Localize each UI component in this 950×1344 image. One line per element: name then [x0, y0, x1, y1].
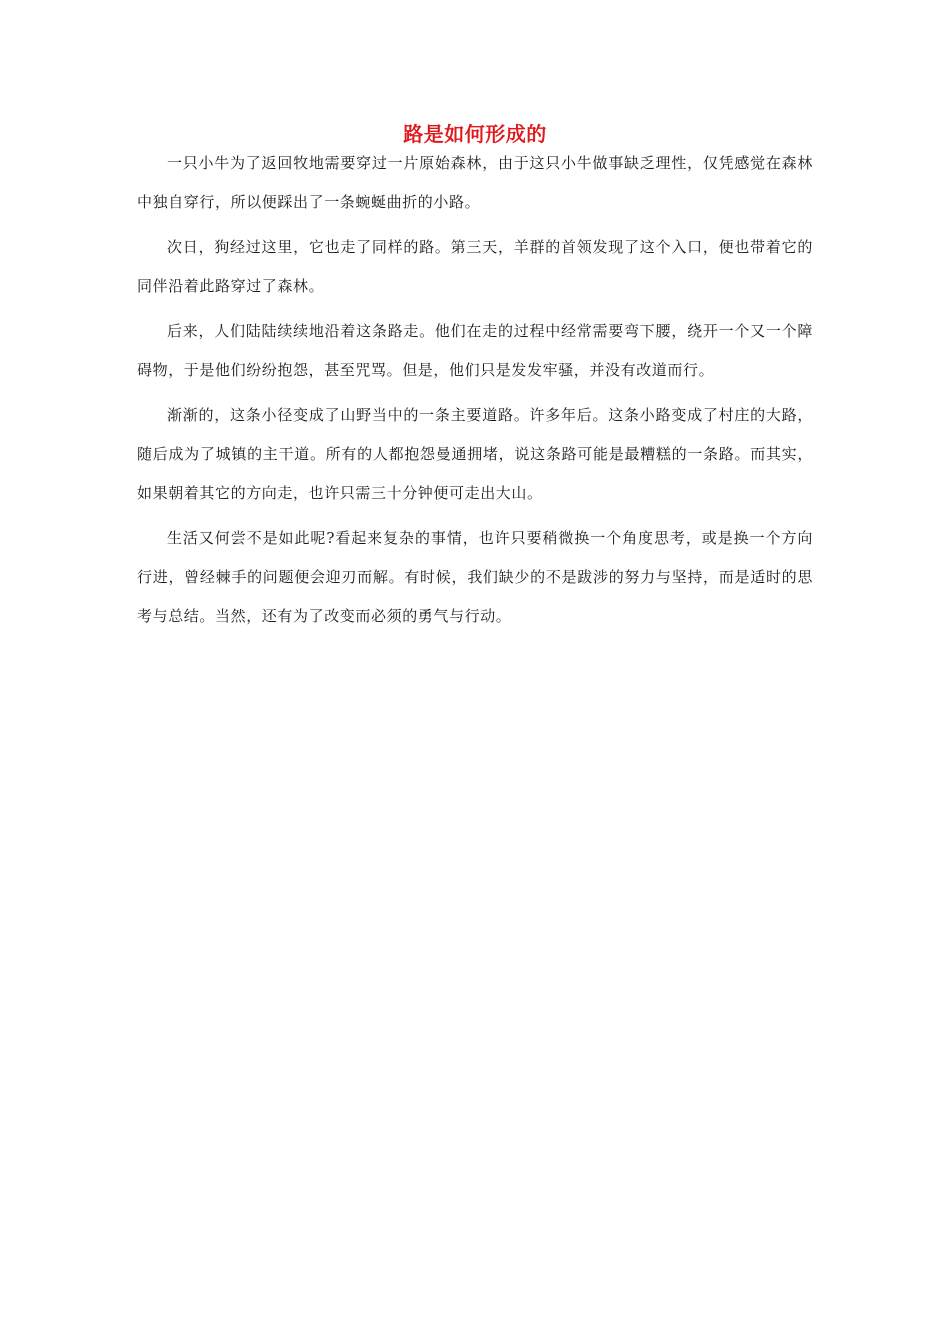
- document-title: 路是如何形成的: [403, 122, 547, 146]
- document-body: [137, 120, 813, 642]
- paragraph-3: 后来，人们陆陆续续地沿着这条路走。他们在走的过程中经常需要弯下腰，绕开一个又一个障碍物，于是他们纷纷抱怨，甚至咒骂。但是，他们只是发发牢骚，并没有改道而行。: [137, 322, 813, 379]
- paragraph-2: 次日，狗经过这里，它也走了同样的路。第三天，羊群的首领发现了这个入口，便也带着它的同伴沿着此路穿过了森林。: [137, 238, 813, 295]
- paragraph-5: 生活又何尝不是如此呢?看起来复杂的事情，也许只要稍微换一个角度思考，或是换一个方向行进，曾经棘手的问题便会迎刃而解。有时候，我们缺少的不是跋涉的努力与坚持，而是适时的思考与总结。当然，还有为了改变而必须的勇气与行动。: [137, 529, 813, 625]
- paragraph-4: 渐渐的，这条小径变成了山野当中的一条主要道路。许多年后。这条小路变成了村庄的大路，随后成为了城镇的主干道。所有的人都抱怨曼通拥堵，说这条路可能是最糟糕的一条路。而其实，如果朝着其它的方向走，也许只需三十分钟便可走出大山。: [137, 406, 813, 502]
- paragraph-1: 一只小牛为了返回牧地需要穿过一片原始森林，由于这只小牛做事缺乏理性，仅凭感觉在森林中独自穿行，所以便踩出了一条蜿蜒曲折的小路。: [137, 154, 813, 211]
